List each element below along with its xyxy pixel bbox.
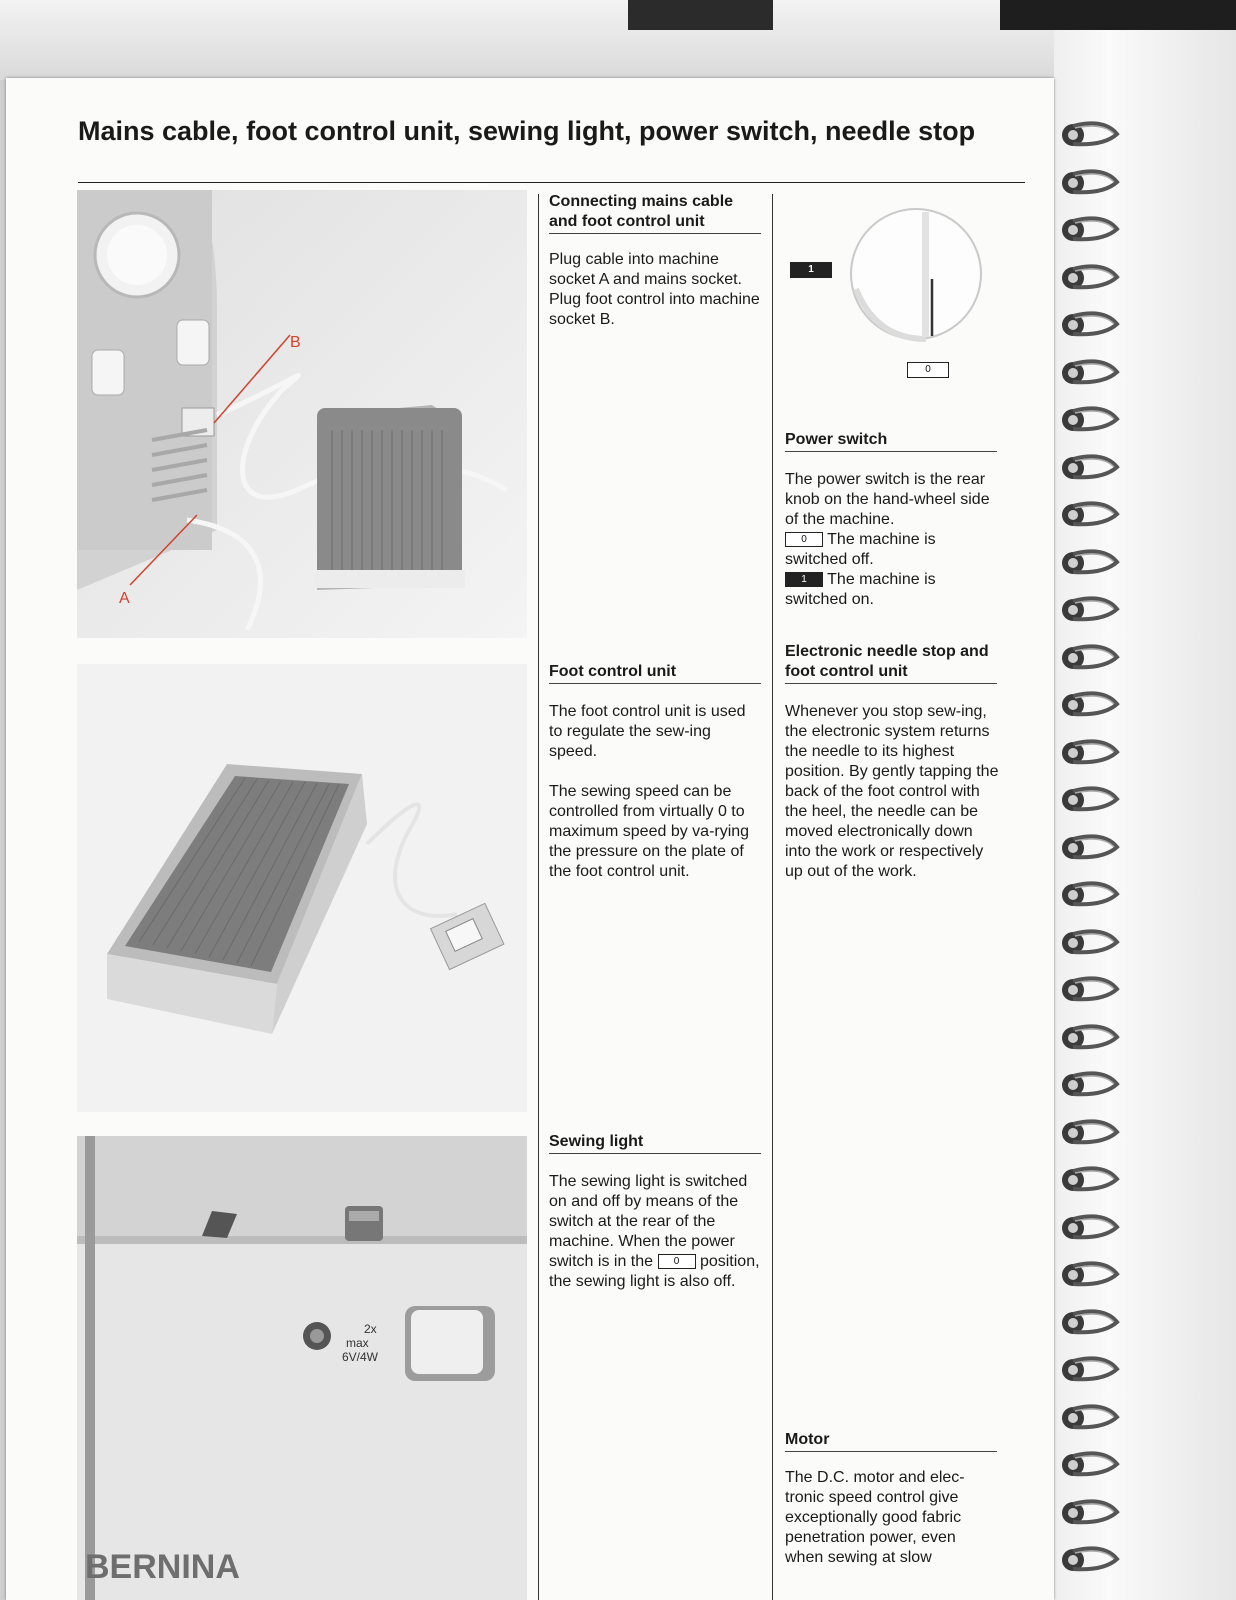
needle-stop-text: Whenever you stop sew-ing, the electronic system returns the needle to its highest position. By gently tapping the back of the foot control with the heel, the needle can be moved electronically down into the work or respectively up out of the work. [785, 703, 999, 880]
section-heading-connecting: Connecting mains cable and foot control unit [549, 192, 761, 234]
power-switch-description: The power switch is the rear knob on the hand-wheel side of the machine. [785, 471, 990, 528]
binding-ring [1059, 785, 1123, 815]
binding-ring [1059, 1165, 1123, 1195]
sewing-light-text [549, 1172, 761, 1292]
on-position-marker: 1 [790, 262, 832, 278]
binding-ring [1059, 975, 1123, 1005]
photo-foot-control [77, 664, 527, 1112]
foot-control-paragraph: The foot control unit is used to regulate the sew-ing speed. [549, 703, 746, 760]
foot-control-paragraph: The sewing speed can be controlled from virtually 0 to maximum speed by va-rying the pressure on the plate of the foot control unit. [549, 783, 750, 880]
binding-ring [1059, 1545, 1123, 1575]
section-heading-motor: Motor [785, 1430, 997, 1452]
binding-ring [1059, 880, 1123, 910]
binding-ring [1059, 595, 1123, 625]
binding-ring [1059, 1403, 1123, 1433]
binding-ring [1059, 215, 1123, 245]
binding-ring [1059, 690, 1123, 720]
scan-edge [628, 0, 773, 30]
socket-a-label: A [119, 590, 130, 607]
scan-edge [1000, 0, 1236, 30]
photo-sewing-light [77, 1136, 527, 1600]
section-heading-needle-stop: Electronic needle stop and foot control unit [785, 642, 997, 684]
binding-ring [1059, 358, 1123, 388]
manual-page [6, 78, 1054, 1600]
sewing-light-text-start: The sewing light is switched on and off by means of the switch at the rear of the machine. When the power switch is in the [549, 1173, 748, 1270]
binding-ring [1059, 500, 1123, 530]
binding-ring [1059, 833, 1123, 863]
binding-ring [1059, 1070, 1123, 1100]
page-title: Mains cable, foot control unit, sewing light, power switch, needle stop [78, 116, 976, 146]
light-spec-line: 6V/4W [342, 1350, 379, 1364]
off-state-text: The machine is switched off. [785, 531, 936, 568]
binding-ring [1059, 1498, 1123, 1528]
on-state-text: The machine is switched on. [785, 571, 936, 608]
sewing-light-text-end: position, the sewing light is also off. [549, 1253, 760, 1290]
column-divider [772, 194, 773, 1600]
off-position-marker: 0 [907, 362, 949, 378]
binding-ring [1059, 1118, 1123, 1148]
foot-control-text [549, 702, 761, 902]
on-symbol: 1 [785, 572, 823, 587]
binding-ring [1059, 643, 1123, 673]
light-spec-line: max [346, 1336, 369, 1350]
off-symbol: 0 [785, 532, 823, 547]
binding-ring [1059, 263, 1123, 293]
connecting-text: Plug cable into machine socket A and mains socket. Plug foot control into machine socket B. [549, 251, 760, 328]
binding-ring [1059, 1355, 1123, 1385]
binding-ring [1059, 738, 1123, 768]
binding-ring [1059, 928, 1123, 958]
binding-ring [1059, 548, 1123, 578]
binding-ring [1059, 405, 1123, 435]
binding-ring [1059, 168, 1123, 198]
light-spec-line: 2x [364, 1322, 377, 1336]
binding-ring [1059, 1450, 1123, 1480]
binding-ring [1059, 1213, 1123, 1243]
motor-text: The D.C. motor and elec-tronic speed control give exceptionally good fabric penetration power, even when sewing at slow [785, 1469, 965, 1566]
column-divider [538, 194, 539, 1600]
title-divider [78, 182, 1025, 183]
binding-ring [1059, 120, 1123, 150]
power-dial-illustration [786, 194, 1006, 384]
binding-ring [1059, 310, 1123, 340]
photo-mains-connection [77, 190, 527, 638]
binding-ring [1059, 1308, 1123, 1338]
binding-ring [1059, 1023, 1123, 1053]
section-heading-foot-control: Foot control unit [549, 662, 761, 684]
brand-logo: BERNINA [85, 1548, 240, 1586]
section-heading-power-switch: Power switch [785, 430, 997, 452]
binding-ring [1059, 453, 1123, 483]
section-heading-sewing-light: Sewing light [549, 1132, 761, 1154]
binding-ring [1059, 1260, 1123, 1290]
off-symbol: 0 [658, 1254, 696, 1269]
power-switch-text [785, 470, 1000, 610]
socket-b-label: B [290, 334, 301, 351]
